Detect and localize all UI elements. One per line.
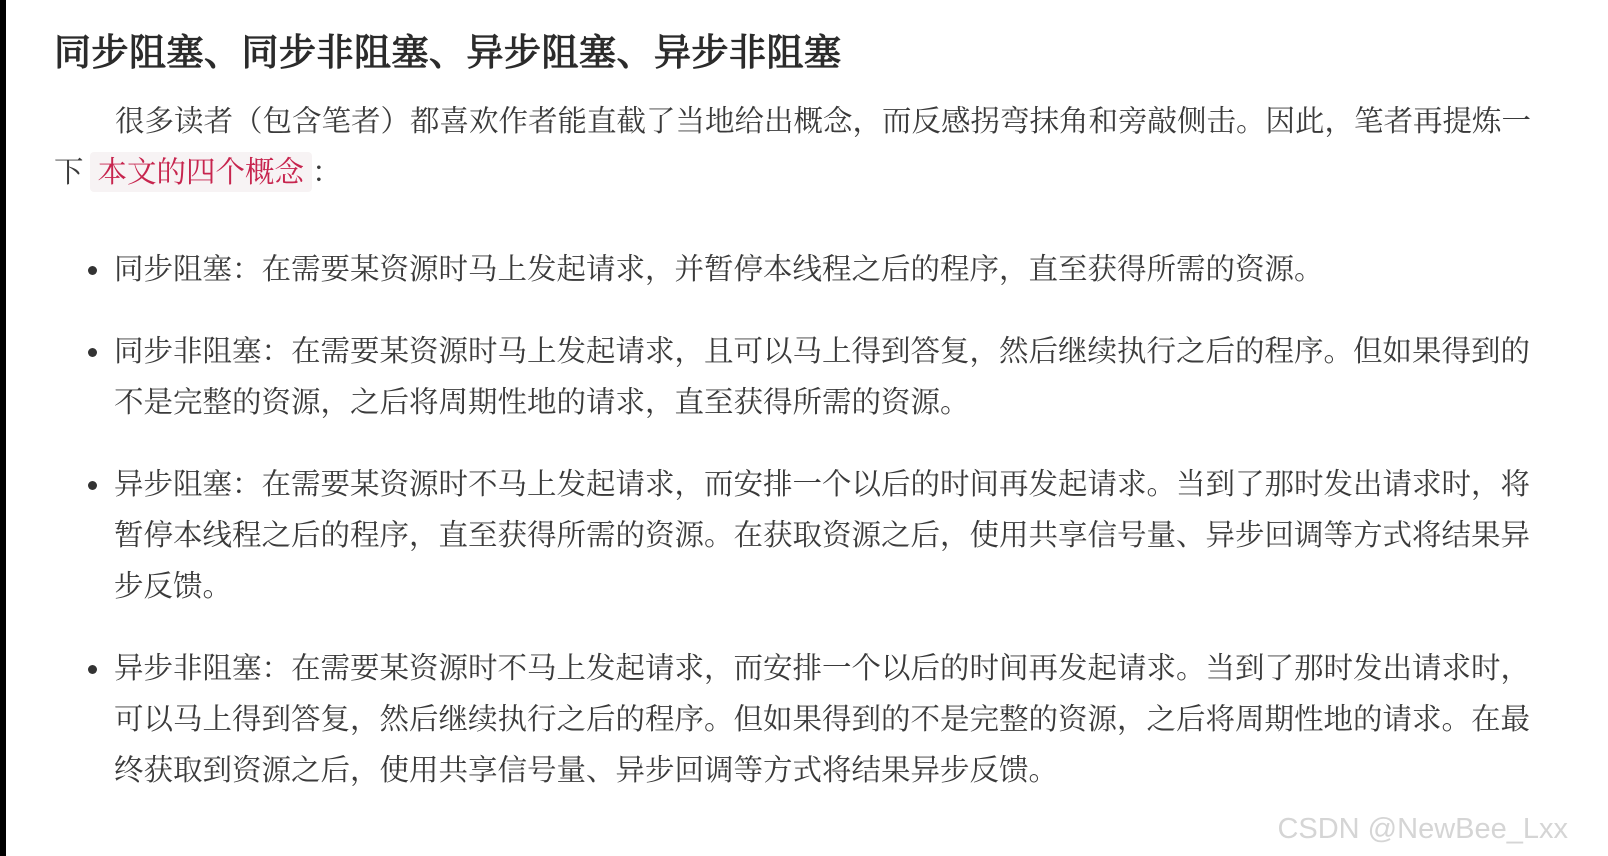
list-item-text: 同步阻塞：在需要某资源时马上发起请求，并暂停本线程之后的程序，直至获得所需的资源。 [114, 252, 1324, 286]
list-item-text: 同步非阻塞：在需要某资源时马上发起请求，且可以马上得到答复，然后继续执行之后的程序。但如果得到的不是完整的资源，之后将周期性地的请求，直至获得所需的资源。 [114, 334, 1531, 419]
article-content [54, 30, 1554, 827]
list-item [54, 459, 1554, 612]
list-item [54, 643, 1554, 796]
bullet-dot [88, 348, 97, 357]
bullet-dot [88, 266, 97, 275]
concept-list [54, 244, 1554, 796]
list-item [54, 244, 1554, 295]
left-edge-border [0, 0, 6, 856]
bullet-dot [88, 665, 97, 674]
list-item-text: 异步非阻塞：在需要某资源时不马上发起请求，而安排一个以后的时间再发起请求。当到了那时发出请求时，可以马上得到答复，然后继续执行之后的程序。但如果得到的不是完整的资源，之后将周期性地的请求。在最终获取到资源之后，使用共享信号量、异步回调等方式将结果异步反馈。 [114, 651, 1531, 787]
intro-text: 很多读者（包含笔者）都喜欢作者能直截了当地给出概念，而反感拐弯抹角和旁敲侧击。因此，笔者再提炼一下 [54, 104, 1532, 189]
intro-suffix: ： [312, 155, 342, 189]
list-item [54, 326, 1554, 428]
csdn-watermark: CSDN @NewBee_Lxx [1277, 813, 1568, 845]
intro-paragraph [54, 96, 1554, 198]
section-heading: 同步阻塞、同步非阻塞、异步阻塞、异步非阻塞 [54, 31, 842, 74]
bullet-dot [88, 481, 97, 490]
inline-code: 本文的四个概念 [90, 152, 313, 192]
list-item-text: 异步阻塞：在需要某资源时不马上发起请求，而安排一个以后的时间再发起请求。当到了那时发出请求时，将暂停本线程之后的程序，直至获得所需的资源。在获取资源之后，使用共享信号量、异步回调等方式将结果异步反馈。 [114, 467, 1531, 603]
